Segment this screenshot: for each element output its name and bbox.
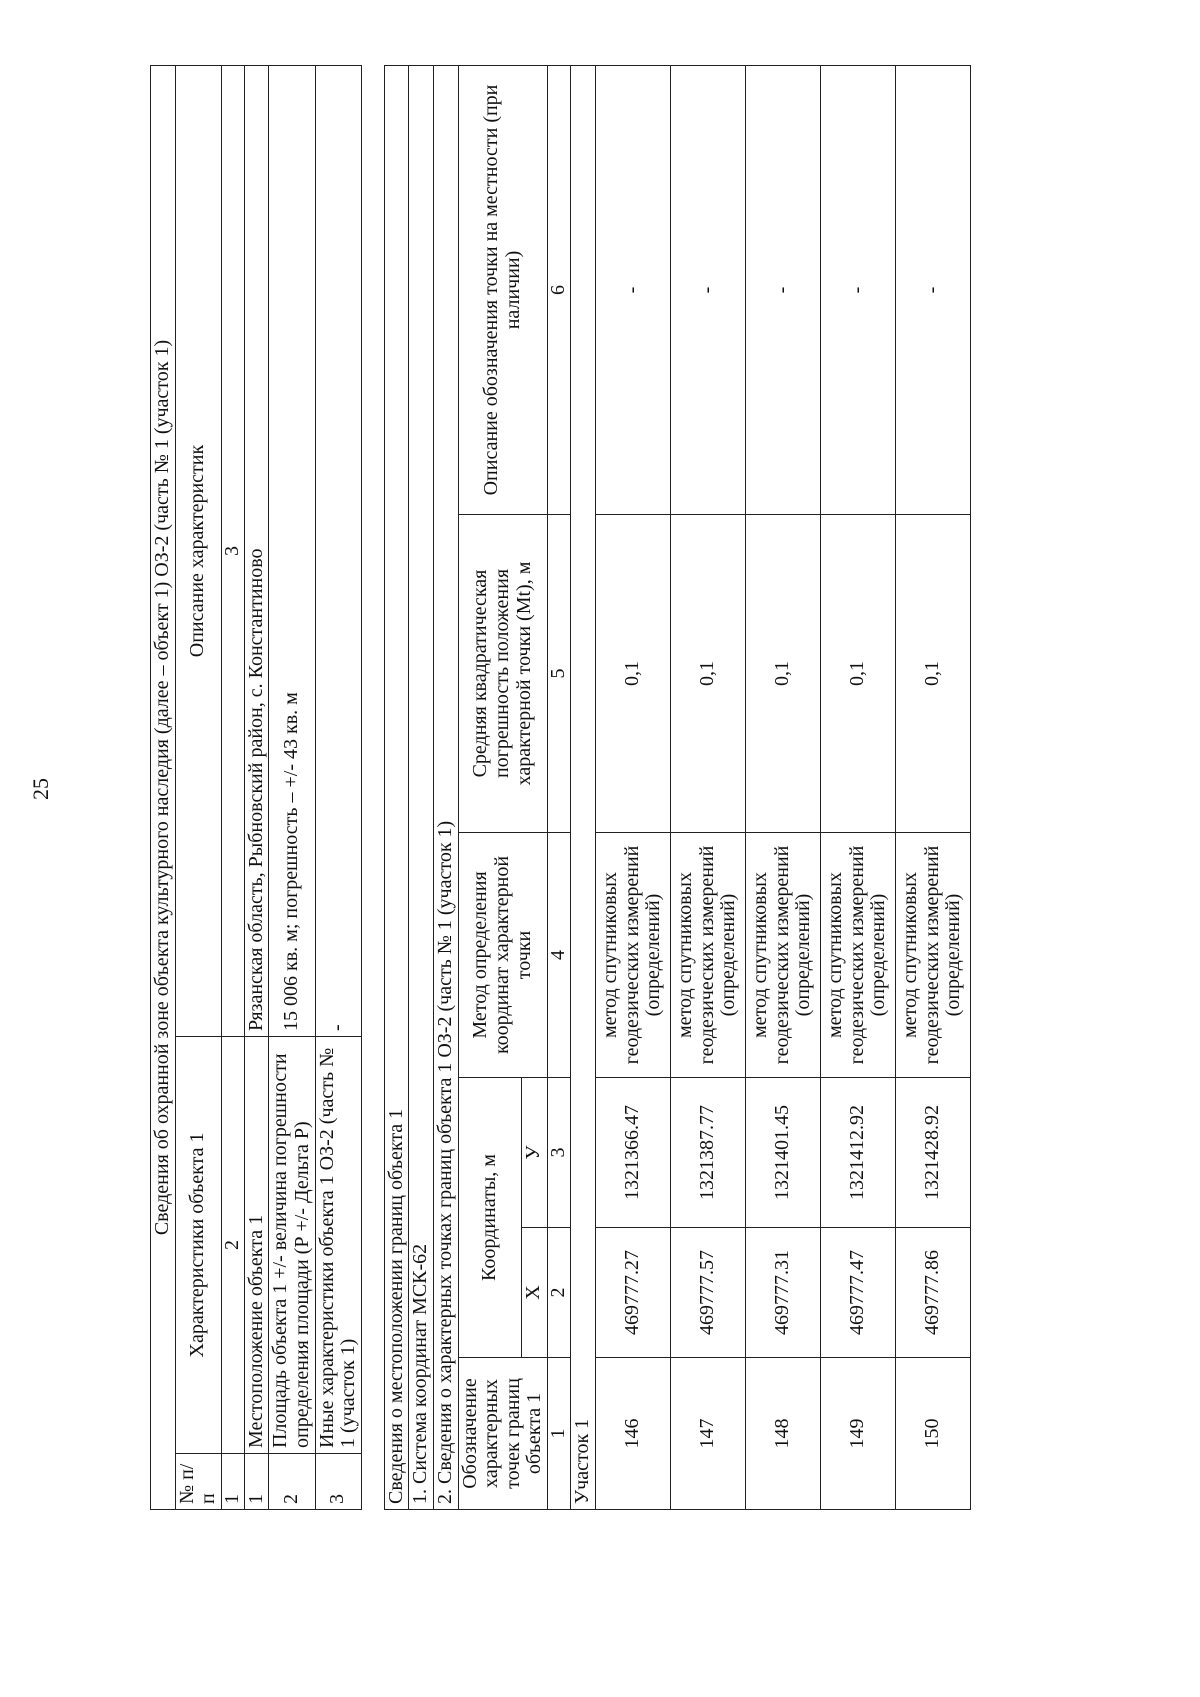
header-x: X [521,1228,547,1358]
table2-subtitle-coordsys: 1. Система координат МСК-62 [409,66,434,1510]
col-number: 2 [221,1037,244,1454]
error: 0,1 [820,515,895,833]
col-number: 1 [221,1454,244,1510]
row-name: Площадь объекта 1 +/- величина погрешности определения площади (Р +/- Дельта Р) [269,1037,315,1454]
method: метод спутниковых геодезических измерений (определений) [670,833,745,1078]
error: 0,1 [595,515,670,833]
table-row [315,66,361,1510]
table2-subtitle-points: 2. Сведения о характерных точках границ объекта 1 ОЗ-2 (часть № 1 (участок 1) [433,66,458,1510]
point-description: - [745,66,820,515]
point-id: 149 [820,1358,895,1510]
method: метод спутниковых геодезических измерений (определений) [895,833,970,1078]
header-description: Описание обозначения точки на местности (при наличии) [458,66,547,515]
table1-title: Сведения об охранной зоне объекта культурного наследия (далее – объект 1) ОЗ-2 (часть № 1 (участок 1) [151,66,176,1510]
header-designation: Обозначение характерных точек границ объекта 1 [458,1358,547,1510]
row-name: Иные характеристики объекта 1 ОЗ-2 (часть № 1 (участок 1) [315,1037,361,1454]
point-description: - [820,66,895,515]
point-id: 146 [595,1358,670,1510]
row-name: Местоположение объекта 1 [244,1037,269,1454]
col-number: 3 [547,1078,570,1228]
object-characteristics-table [150,65,362,1510]
coord-y: 1321428.92 [895,1078,970,1228]
col-number: 2 [547,1228,570,1358]
coord-y: 1321412.92 [820,1078,895,1228]
row-value: - [315,66,361,1037]
col-number: 6 [547,66,570,515]
error: 0,1 [745,515,820,833]
coord-y: 1321366.47 [595,1078,670,1228]
point-description: - [595,66,670,515]
point-id: 150 [895,1358,970,1510]
page-number: 25 [28,778,53,800]
header-method: Метод определения координат характерной точки [458,833,547,1078]
header-error: Средняя квадратическая погрешность положения характерной точки (Mt), м [458,515,547,833]
table-row [820,66,895,1510]
header-y: У [521,1078,547,1228]
header-coords: Координаты, м [458,1078,521,1358]
coord-x: 469777.47 [820,1228,895,1358]
point-id: 147 [670,1358,745,1510]
header-num: № п/п [175,1454,221,1510]
table-row [595,66,670,1510]
header-characteristics: Характеристики объекта 1 [175,1037,221,1454]
col-number: 4 [547,833,570,1078]
header-description: Описание характеристик [175,66,221,1037]
coord-x: 469777.27 [595,1228,670,1358]
section-label: Участок 1 [570,66,595,1510]
point-description: - [670,66,745,515]
row-value: Рязанская область, Рыбновский район, с. Константиново [244,66,269,1037]
method: метод спутниковых геодезических измерений (определений) [820,833,895,1078]
coord-y: 1321387.77 [670,1078,745,1228]
point-description: - [895,66,970,515]
error: 0,1 [895,515,970,833]
col-number: 5 [547,515,570,833]
table-row [670,66,745,1510]
col-number: 1 [547,1358,570,1510]
row-num: 1 [244,1454,269,1510]
coord-x: 469777.31 [745,1228,820,1358]
method: метод спутниковых геодезических измерений (определений) [595,833,670,1078]
coord-y: 1321401.45 [745,1078,820,1228]
method: метод спутниковых геодезических измерений (определений) [745,833,820,1078]
error: 0,1 [670,515,745,833]
row-value: 15 006 кв. м; погрешность – +/- 43 кв. м [269,66,315,1037]
row-num: 3 [315,1454,361,1510]
col-number: 3 [221,66,244,1037]
point-id: 148 [745,1358,820,1510]
rotated-content [150,65,1070,1510]
table-row [745,66,820,1510]
table-row [244,66,269,1510]
table-row [269,66,315,1510]
coord-x: 469777.86 [895,1228,970,1358]
table2-title: Сведения о местоположении границ объекта 1 [384,66,409,1510]
boundary-points-table [384,65,971,1510]
table-row [895,66,970,1510]
coord-x: 469777.57 [670,1228,745,1358]
row-num: 2 [269,1454,315,1510]
